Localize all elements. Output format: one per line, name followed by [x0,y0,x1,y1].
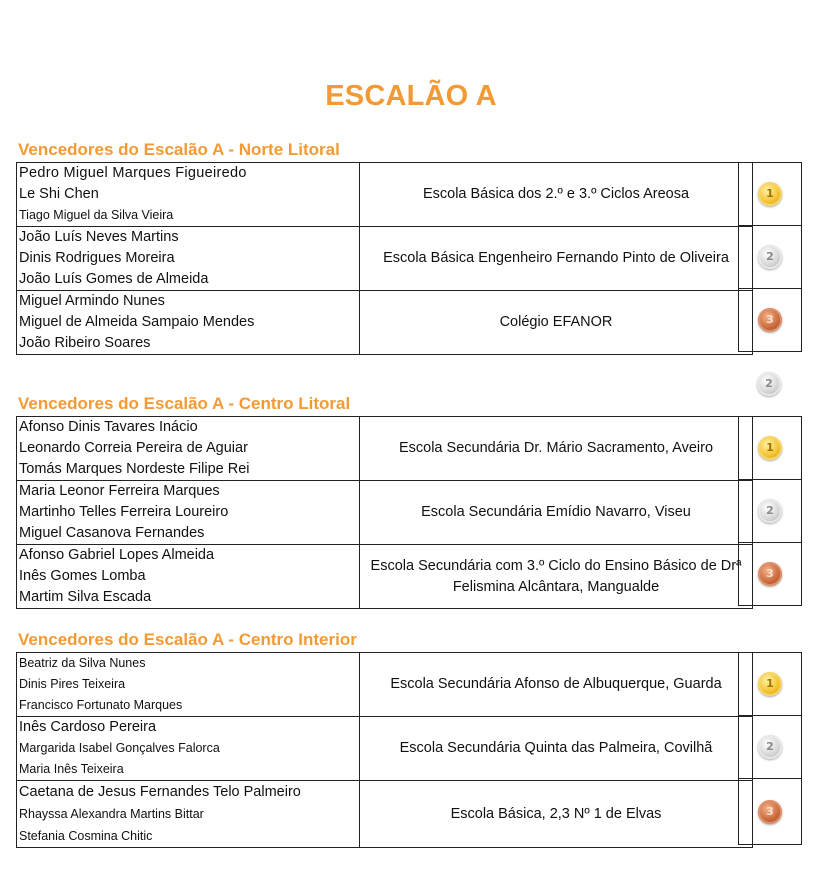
table-row [17,163,753,227]
student-name: Stefania Cosmina Chitic [19,829,153,843]
medal-column-centro-interior [738,652,802,845]
student-name: Afonso Gabriel Lopes Almeida [19,547,215,563]
names-cell [17,717,360,781]
names-cell [17,227,360,291]
student-name: Miguel Armindo Nunes [19,293,165,309]
names-cell [17,163,360,227]
school-cell: Escola Secundária Dr. Mário Sacramento, Aveiro [360,417,753,481]
student-name: Martim Silva Escada [19,589,152,605]
student-name: Maria Leonor Ferreira Marques [19,483,220,499]
student-name: Miguel Casanova Fernandes [19,525,205,541]
table-row [17,227,753,291]
student-name: Rhayssa Alexandra Martins Bittar [19,807,204,821]
student-name: Inês Cardoso Pereira [19,719,157,735]
student-name: Inês Gomes Lomba [19,568,146,584]
section-title-centro-litoral: Vencedores do Escalão A - Centro Litoral [18,394,351,413]
names-cell [17,291,360,355]
results-table-centro-litoral [16,416,753,609]
student-name: Francisco Fortunato Marques [19,698,183,712]
student-name: Tiago Miguel da Silva Vieira [19,208,174,222]
names-cell [17,781,360,848]
gold-medal-icon: 1 [758,182,782,206]
medal-column-centro-litoral [738,416,802,606]
student-name: Martinho Telles Ferreira Loureiro [19,504,229,520]
table-row [17,781,753,848]
table-row [17,291,753,355]
names-cell [17,481,360,545]
section-title-norte-litoral: Vencedores do Escalão A - Norte Litoral [18,140,340,159]
student-name: Leonardo Correia Pereira de Aguiar [19,440,248,456]
student-name: Margarida Isabel Gonçalves Falorca [19,741,220,755]
silver-medal-icon: 2 [758,245,782,269]
bronze-medal-icon: 3 [758,308,782,332]
silver-medal-icon: 2 [758,499,782,523]
medal-column-norte-litoral [738,162,802,352]
table-row [17,417,753,481]
student-name: Le Shi Chen [19,186,99,202]
results-table-centro-interior [16,652,753,848]
student-name: Dinis Pires Teixeira [19,677,126,691]
names-cell [17,653,360,717]
school-cell: Colégio EFANOR [360,291,753,355]
page-title: ESCALÃO A [325,80,497,112]
bronze-medal-icon: 3 [758,800,782,824]
names-cell [17,417,360,481]
student-name: Pedro Miguel Marques Figueiredo [19,165,247,181]
section-title-centro-interior: Vencedores do Escalão A - Centro Interior [18,630,357,649]
student-name: Tomás Marques Nordeste Filipe Rei [19,461,250,477]
names-cell [17,545,360,609]
school-cell: Escola Básica, 2,3 Nº 1 de Elvas [360,781,753,848]
student-name: João Luís Neves Martins [19,229,179,245]
student-name: João Luís Gomes de Almeida [19,271,209,287]
student-name: Dinis Rodrigues Moreira [19,250,175,266]
gold-medal-icon: 1 [758,672,782,696]
silver-medal-icon: 2 [757,372,781,396]
student-name: Beatriz da Silva Nunes [19,656,146,670]
table-row [17,481,753,545]
table-row [17,653,753,717]
table-row [17,717,753,781]
gold-medal-icon: 1 [758,436,782,460]
school-cell: Escola Secundária Afonso de Albuquerque, Guarda [360,653,753,717]
school-cell: Escola Secundária Emídio Navarro, Viseu [360,481,753,545]
school-cell: Escola Básica dos 2.º e 3.º Ciclos Areosa [360,163,753,227]
bronze-medal-icon: 3 [758,562,782,586]
school-cell: Escola Básica Engenheiro Fernando Pinto de Oliveira [360,227,753,291]
student-name: Caetana de Jesus Fernandes Telo Palmeiro [19,784,301,800]
student-name: Afonso Dinis Tavares Inácio [19,419,198,435]
table-row [17,545,753,609]
student-name: João Ribeiro Soares [19,335,151,351]
student-name: Maria Inês Teixeira [19,762,124,776]
student-name: Miguel de Almeida Sampaio Mendes [19,314,255,330]
school-cell: Escola Secundária Quinta das Palmeira, Covilhã [360,717,753,781]
silver-medal-icon: 2 [758,735,782,759]
school-cell: Escola Secundária com 3.º Ciclo do Ensino Básico de Drª Felismina Alcântara, Mangualde [360,545,753,609]
results-table-norte-litoral [16,162,753,355]
